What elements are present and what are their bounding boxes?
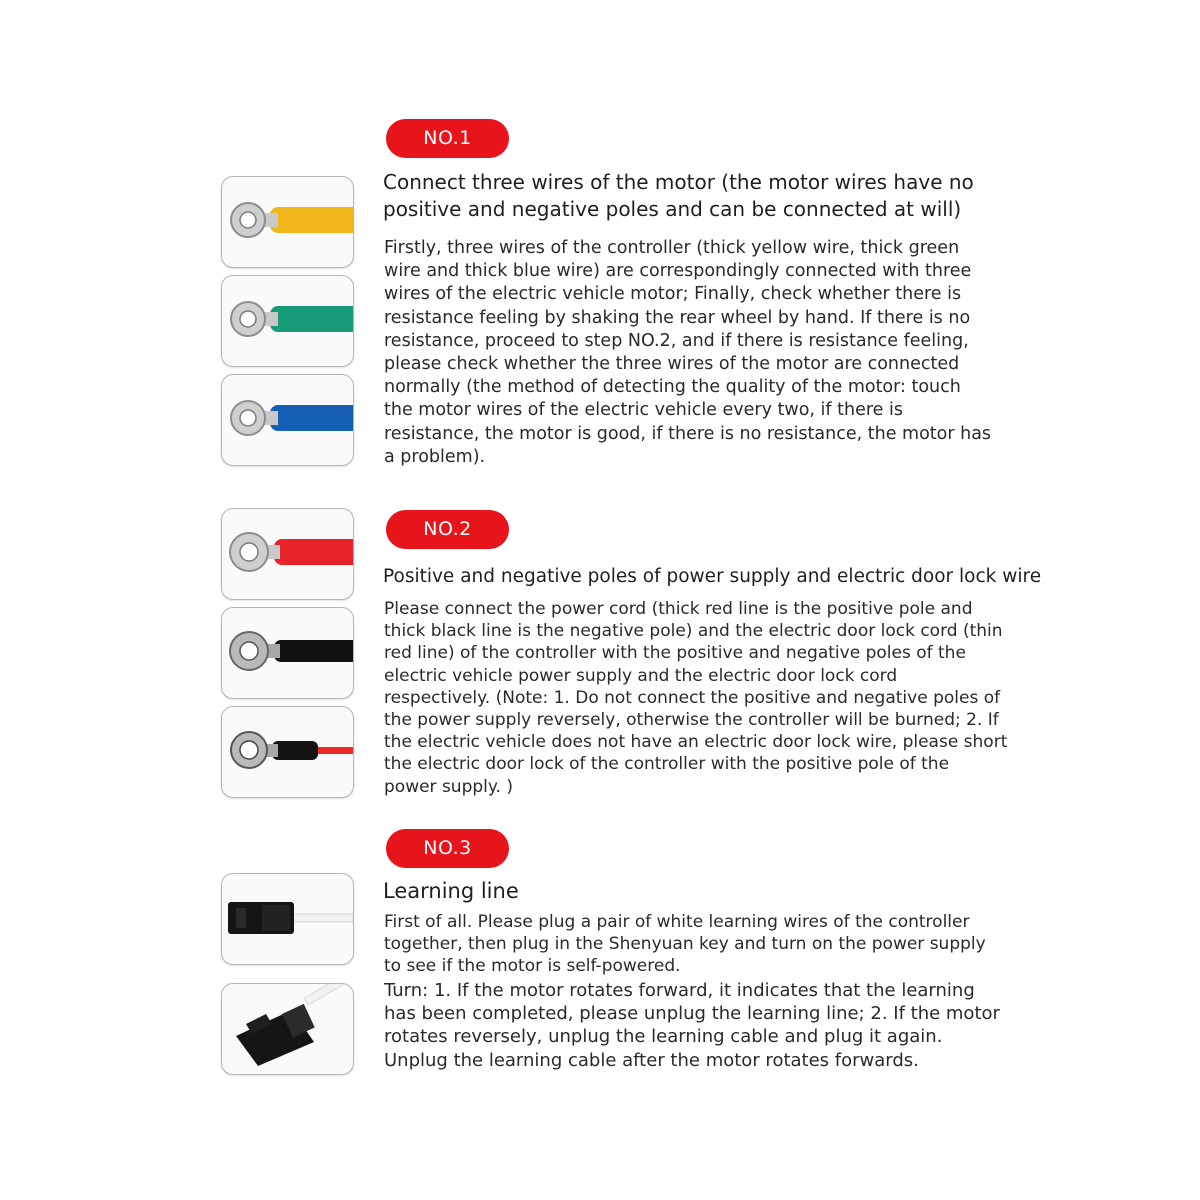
thin-red-wire-image [221,706,354,798]
black-ring-terminal-icon [222,608,353,698]
terminal-hole [240,642,258,660]
thin-wire [312,747,353,754]
learning-wire [304,984,343,1005]
step-1-body: Firstly, three wires of the controller (thick yellow wire, thick green wire and thick blue wire) are correspondingly connected with three wires of the electric vehicle motor; Finally, check whether there is resistance feeling by shaking the rear wheel by hand. If there is no resistance, proceed to step NO.2, and if there is resistance feeling, please check whether the three wires of the motor are connected normally (the method of detecting the quality of the motor: touch the motor wires of the electric vehicle every two, if there is resistance, the motor is good, if there is no resistance, the motor has a problem). [384,238,992,467]
blue-ring-terminal-icon [222,375,353,465]
learning-plug-image [221,983,354,1075]
learning-plug-icon [222,984,353,1074]
terminal-hole [240,741,258,759]
terminal-hole [240,410,256,426]
terminal-hole [240,212,256,228]
step-2-title: Positive and negative poles of power supply and electric door lock wire [383,566,1042,587]
red-ring-terminal-icon [222,509,353,599]
step-2-badge: NO.2 [386,510,509,549]
wire-sleeve [270,405,353,431]
terminal-hole [240,543,258,561]
step-1-title-line-1: Connect three wires of the motor (the motor wires have no [383,170,974,194]
red-wire-image [221,508,354,600]
blue-wire-image [221,374,354,466]
black-wire-image [221,607,354,699]
yellow-wire-image [221,176,354,268]
step-3-body-2: Turn: 1. If the motor rotates forward, it indicates that the learning has been completed, please unplug the learning line; 2. If the motor rotates reversely, unplug the learning cable and plug it again. Unplug the learning cable after the motor rotates forwards. [384,980,1000,1071]
yellow-ring-terminal-icon [222,177,353,267]
wire-sleeve [272,741,318,760]
learning-connector-icon [222,874,353,964]
step-1-title-line-2: positive and negative poles and can be connected at will) [383,197,962,221]
terminal-hole [240,311,256,327]
connector-latch [236,908,246,928]
step-3-badge: NO.3 [386,829,509,868]
green-wire-image [221,275,354,367]
thin-red-ring-terminal-icon [222,707,353,797]
step-3-body-1: First of all. Please plug a pair of white learning wires of the controller together, then plug in the Shenyuan key and turn on the power supply to see if the motor is self-powered. [384,912,986,977]
green-ring-terminal-icon [222,276,353,366]
wire-sleeve [270,306,353,332]
step-3-title: Learning line [383,879,519,903]
step-1-badge: NO.1 [386,119,509,158]
step-1-title [383,169,974,223]
wire-sleeve [270,207,353,233]
step-2-body: Please connect the power cord (thick red line is the positive pole and thick black line is the negative pole) and the electric door lock cord (thin red line) of the controller with the positive and negative poles of the electric vehicle power supply and the electric door lock cord respectively. (Note: 1. Do not connect the positive and negative poles of the power supply reversely, otherwise the controller will be burned; 2. If the electric vehicle does not have an electric door lock wire, please short the electric door lock of the controller with the positive pole of the power supply. ) [384,599,1008,797]
connector-tail [262,905,290,931]
learning-connector-image [221,873,354,965]
wire-sleeve [274,539,353,565]
wire-sleeve [274,640,353,662]
learning-wire [292,914,353,922]
